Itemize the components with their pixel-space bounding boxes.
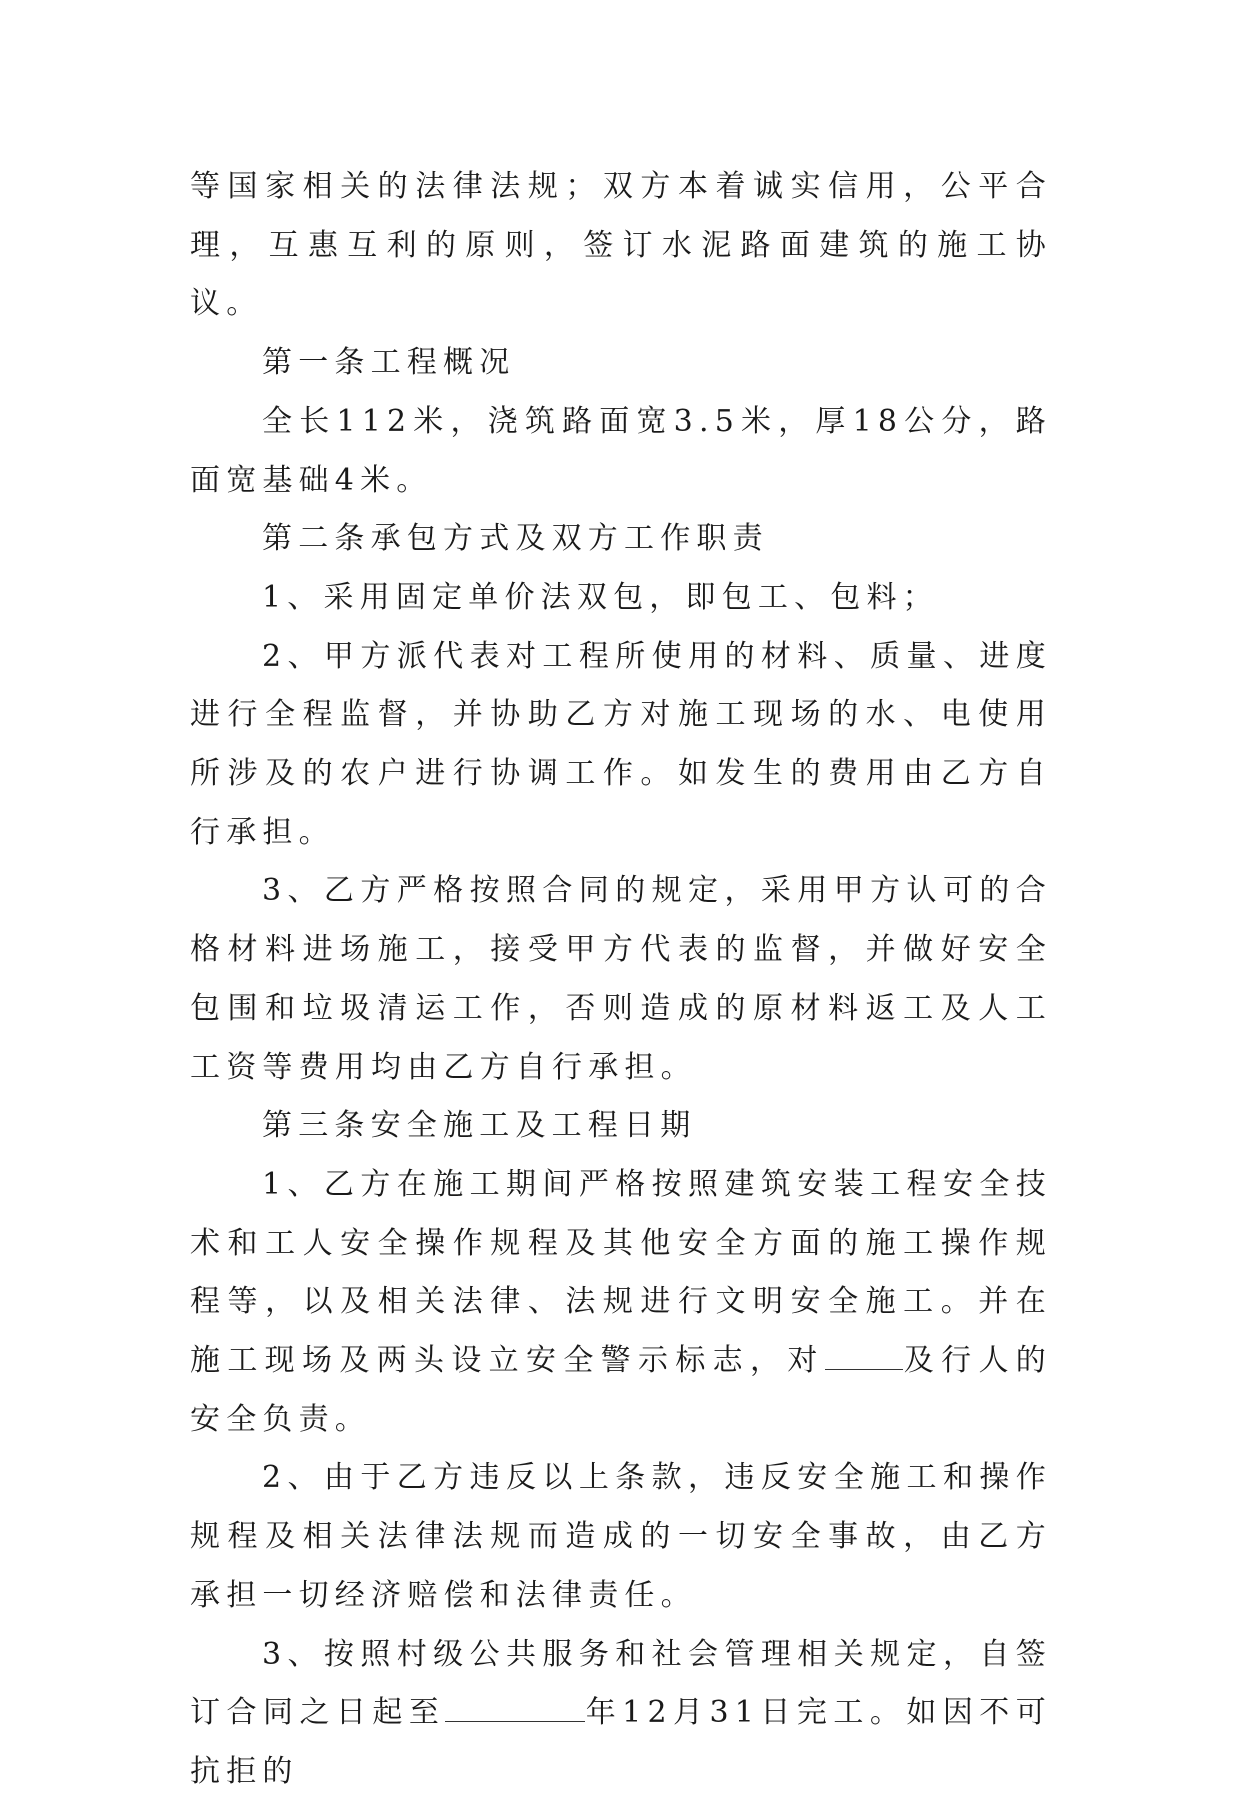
article-3-clause-2: 2、由于乙方违反以上条款，违反安全施工和操作规程及相关法律法规而造成的一切安全事故，由乙方承担一切经济赔偿和法律责任。 — [190, 1460, 1052, 1613]
article-1-heading: 第一条工程概况 — [262, 345, 516, 381]
clause-text-tail: 年12月31日完工。如因不可抗拒的 — [190, 1695, 1052, 1789]
paragraph-intro: 等国家相关的法律法规；双方本着诚实信用，公平合理，互惠互利的原则，签订水泥路面建筑的施工协议。 — [190, 169, 1052, 322]
clause-text-tail: 及行人的安全负责。 — [190, 1343, 1052, 1437]
clause-text: 1、乙方在施工期间严格按照建筑安装工程安全技术和工人安全操作规程及其他安全方面的施工操作规程等，以及相关法律、法规进行文明安全施工。并在施工现场及两头设立安全警示标志，对 — [190, 1166, 1052, 1379]
blank-field — [825, 1345, 903, 1370]
contract-body — [190, 158, 1052, 1802]
article-3-clause-3 — [190, 1626, 1052, 1802]
article-2-clause-3: 3、乙方严格按照合同的规定，采用甲方认可的合格材料进场施工，接受甲方代表的监督，并做好安全包围和垃圾清运工作，否则造成的原材料返工及人工工资等费用均由乙方自行承担。 — [190, 873, 1052, 1085]
blank-year-field — [445, 1697, 585, 1722]
article-3-clause-1 — [190, 1156, 1052, 1450]
article-2-heading: 第二条承包方式及双方工作职责 — [262, 521, 769, 557]
article-2-clause-2: 2、甲方派代表对工程所使用的材料、质量、进度进行全程监督，并协助乙方对施工现场的水、电使用所涉及的农户进行协调工作。如发生的费用由乙方自行承担。 — [190, 638, 1052, 850]
article-3-heading: 第三条安全施工及工程日期 — [262, 1108, 697, 1144]
article-2-clause-1: 1、采用固定单价法双包，即包工、包料； — [262, 579, 939, 615]
clause-text: 3、按照村级公共服务和社会管理相关规定，自签订合同之日起至 — [190, 1636, 1052, 1731]
article-1-overview: 全长112米，浇筑路面宽3.5米，厚18公分，路面宽基础4米。 — [190, 403, 1052, 498]
